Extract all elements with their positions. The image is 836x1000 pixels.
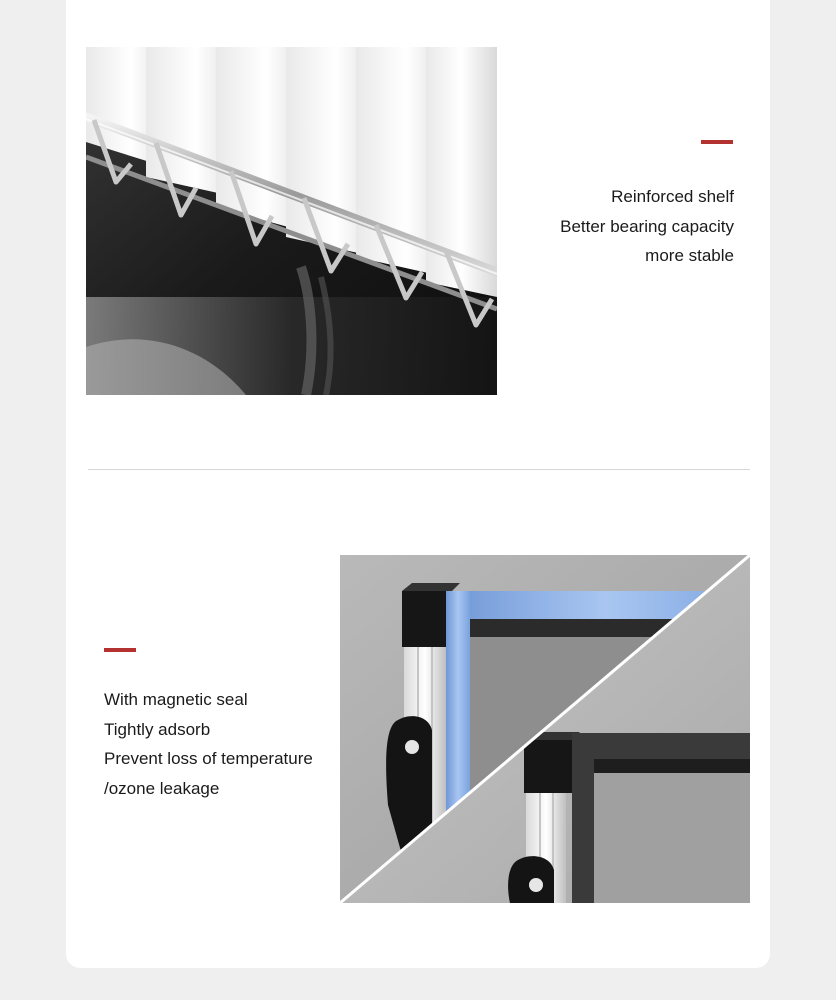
seal-feature-text	[104, 685, 313, 803]
shelf-feature-line-3: more stable	[645, 246, 734, 265]
accent-bar-1	[701, 140, 733, 144]
seal-feature-line-4: /ozone leakage	[104, 778, 220, 798]
seal-photo-illustration	[340, 555, 750, 903]
seal-feature-line-1: With magnetic seal	[104, 690, 248, 709]
shelf-photo	[86, 47, 497, 395]
shelf-feature-text	[560, 182, 734, 271]
section-divider	[88, 469, 750, 470]
accent-bar-2	[104, 648, 136, 652]
seal-feature-line-2: Tightly adsorb	[104, 719, 211, 739]
shelf-feature-line-2: Better bearing capacity	[560, 216, 734, 236]
shelf-photo-illustration	[86, 47, 497, 395]
shelf-feature-line-1: Reinforced shelf	[611, 187, 734, 206]
seal-feature-line-3: Prevent loss of temperature	[104, 749, 313, 768]
seal-photo	[340, 555, 750, 903]
